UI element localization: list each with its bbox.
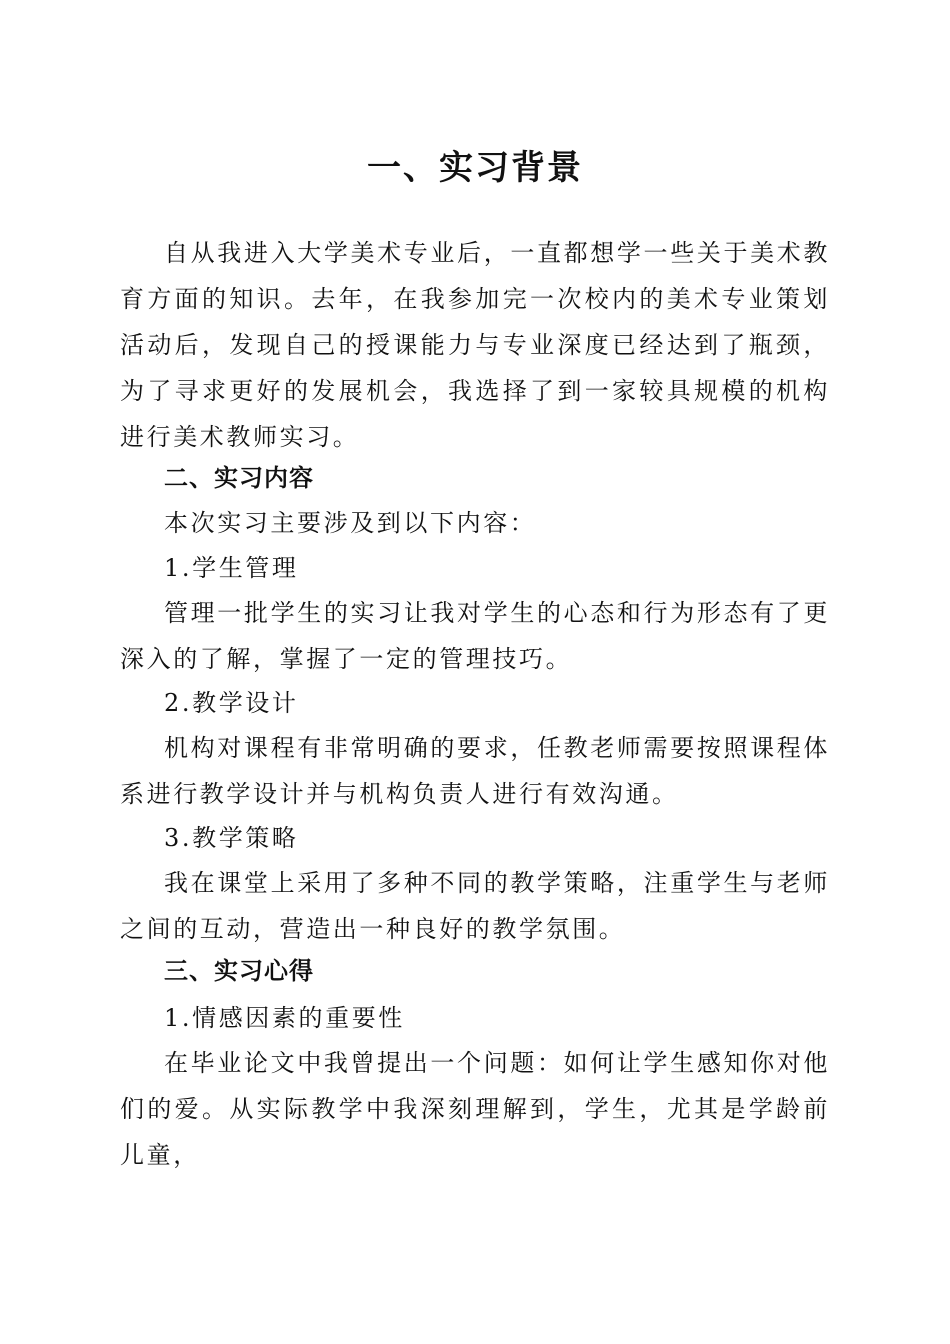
paragraph-background: 自从我进入大学美术专业后，一直都想学一些关于美术教育方面的知识。去年，在我参加完一次校内的美术专业策划活动后，发现自己的授课能力与专业深度已经达到了瓶颈，为了寻求更好的发展机会，我选择了到一家较具规模的机构进行美术教师实习。 bbox=[120, 239, 830, 451]
section-heading-content: 二、实习内容 bbox=[164, 464, 314, 492]
section-heading-reflection: 三、实习心得 bbox=[164, 957, 314, 985]
paragraph-content-intro: 本次实习主要涉及到以下内容： bbox=[164, 509, 537, 537]
document-title: 一、实习背景 bbox=[367, 148, 583, 188]
subheading-student-management: 1.学生管理 bbox=[164, 554, 299, 582]
paragraph-teaching-strategy: 我在课堂上采用了多种不同的教学策略，注重学生与老师之间的互动，营造出一种良好的教学氛围。 bbox=[120, 869, 830, 943]
subheading-emotional-factors: 1.情感因素的重要性 bbox=[164, 1004, 405, 1032]
subheading-teaching-design: 2.教学设计 bbox=[164, 689, 299, 717]
paragraph-student-management: 管理一批学生的实习让我对学生的心态和行为形态有了更深入的了解，掌握了一定的管理技巧。 bbox=[120, 599, 830, 673]
subheading-teaching-strategy: 3.教学策略 bbox=[164, 824, 299, 852]
paragraph-emotional-factors: 在毕业论文中我曾提出一个问题：如何让学生感知你对他们的爱。从实际教学中我深刻理解到，学生，尤其是学龄前儿童， bbox=[120, 1049, 830, 1169]
paragraph-teaching-design: 机构对课程有非常明确的要求，任教老师需要按照课程体系进行教学设计并与机构负责人进行有效沟通。 bbox=[120, 734, 830, 808]
